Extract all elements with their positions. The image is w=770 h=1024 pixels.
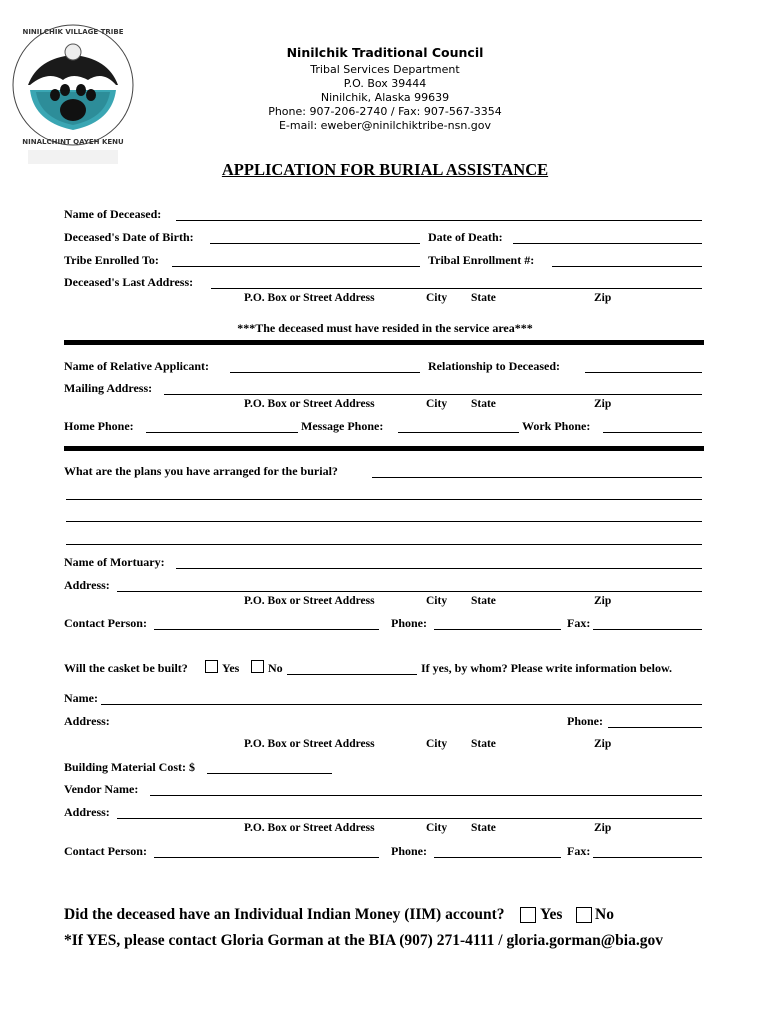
last-address-field[interactable] xyxy=(211,288,702,289)
casket-question: Will the casket be built? xyxy=(64,661,188,675)
page-title: APPLICATION FOR BURIAL ASSISTANCE xyxy=(221,160,549,179)
home-phone-field[interactable] xyxy=(146,432,298,433)
department: Tribal Services Department xyxy=(310,63,460,76)
mortuary-address-label: Address: xyxy=(64,578,110,592)
mortuary-contact-field[interactable] xyxy=(154,629,379,630)
mortuary-name-label: Name of Mortuary: xyxy=(64,555,165,569)
casket-no-label: No xyxy=(268,661,283,675)
dob-label: Deceased's Date of Birth: xyxy=(64,230,194,244)
po-box: P.O. Box 39444 xyxy=(343,77,427,90)
mortuary-name-field[interactable] xyxy=(176,568,702,569)
email: E-mail: eweber@ninilchiktribe-nsn.gov xyxy=(278,119,492,132)
mailing-address-field[interactable] xyxy=(164,394,702,395)
burial-plans-label: What are the plans you have arranged for the burial? xyxy=(64,464,338,478)
vendor-address-label: Address: xyxy=(64,805,110,819)
material-cost-label: Building Material Cost: $ xyxy=(64,760,195,774)
vendor-fax-field[interactable] xyxy=(593,857,702,858)
sub-street: P.O. Box or Street Address xyxy=(244,595,375,607)
builder-phone-label: Phone: xyxy=(567,714,603,728)
iim-no-checkbox[interactable] xyxy=(576,907,592,923)
sub-state: State xyxy=(471,822,496,834)
burial-plans-field[interactable] xyxy=(372,477,702,478)
sub-city: City xyxy=(426,738,448,750)
vendor-name-field[interactable] xyxy=(150,795,702,796)
section-divider xyxy=(64,446,704,451)
phone-fax: Phone: 907-206-2740 / Fax: 907-567-3354 xyxy=(268,105,502,118)
vendor-contact-field[interactable] xyxy=(154,857,379,858)
sub-zip: Zip xyxy=(594,738,612,750)
org-name: Ninilchik Traditional Council xyxy=(286,45,484,60)
sub-city: City xyxy=(426,595,448,607)
tribe-label: Tribe Enrolled To: xyxy=(64,253,159,267)
deceased-name-field[interactable] xyxy=(176,220,702,221)
casket-yes-label: Yes xyxy=(222,661,240,675)
iim-yes-label: Yes xyxy=(540,906,563,923)
iim-no-label: No xyxy=(595,906,614,923)
mortuary-contact-label: Contact Person: xyxy=(64,616,147,630)
mortuary-phone-label: Phone: xyxy=(391,616,427,630)
sub-state: State xyxy=(471,738,496,750)
casket-if-yes-note: If yes, by whom? Please write information below. xyxy=(421,661,672,675)
mortuary-phone-field[interactable] xyxy=(434,629,561,630)
vendor-phone-label: Phone: xyxy=(391,844,427,858)
sub-city: City xyxy=(426,292,448,304)
section-divider xyxy=(64,340,704,345)
mailing-address-label: Mailing Address: xyxy=(64,381,153,395)
relative-name-label: Name of Relative Applicant: xyxy=(64,359,209,373)
sub-state: State xyxy=(471,595,496,607)
enrollment-label: Tribal Enrollment #: xyxy=(428,253,535,267)
vendor-fax-label: Fax: xyxy=(567,844,591,858)
vendor-phone-field[interactable] xyxy=(434,857,561,858)
dob-field[interactable] xyxy=(210,243,420,244)
tribe-field[interactable] xyxy=(172,266,420,267)
sub-zip: Zip xyxy=(594,595,612,607)
material-cost-field[interactable] xyxy=(207,773,332,774)
mortuary-address-field[interactable] xyxy=(117,591,702,592)
builder-address-label: Address: xyxy=(64,714,110,728)
builder-phone-field[interactable] xyxy=(608,727,702,728)
sub-zip: Zip xyxy=(594,398,612,410)
service-area-note: ***The deceased must have resided in the service area*** xyxy=(237,321,533,335)
sub-state: State xyxy=(471,292,496,304)
burial-plans-line[interactable] xyxy=(66,544,702,545)
sub-street: P.O. Box or Street Address xyxy=(244,738,375,750)
sub-zip: Zip xyxy=(594,822,612,834)
tribe-logo xyxy=(8,10,138,170)
message-phone-label: Message Phone: xyxy=(301,419,384,433)
dod-label: Date of Death: xyxy=(428,230,503,244)
vendor-contact-label: Contact Person: xyxy=(64,844,147,858)
mortuary-fax-label: Fax: xyxy=(567,616,591,630)
dod-field[interactable] xyxy=(513,243,702,244)
sub-state: State xyxy=(471,398,496,410)
vendor-address-field[interactable] xyxy=(117,818,702,819)
relationship-label: Relationship to Deceased: xyxy=(428,359,560,373)
casket-no-checkbox[interactable] xyxy=(251,660,264,673)
sub-zip: Zip xyxy=(594,292,612,304)
builder-name-label: Name: xyxy=(64,691,98,705)
casket-yes-checkbox[interactable] xyxy=(205,660,218,673)
builder-name-field[interactable] xyxy=(101,704,702,705)
work-phone-field[interactable] xyxy=(603,432,702,433)
message-phone-field[interactable] xyxy=(398,432,519,433)
sub-street: P.O. Box or Street Address xyxy=(244,292,375,304)
burial-plans-line[interactable] xyxy=(66,499,702,500)
enrollment-field[interactable] xyxy=(552,266,702,267)
home-phone-label: Home Phone: xyxy=(64,419,134,433)
relationship-field[interactable] xyxy=(585,372,702,373)
casket-builder-field[interactable] xyxy=(287,674,417,675)
last-address-label: Deceased's Last Address: xyxy=(64,275,194,289)
deceased-name-label: Name of Deceased: xyxy=(64,207,162,221)
iim-yes-checkbox[interactable] xyxy=(520,907,536,923)
sub-street: P.O. Box or Street Address xyxy=(244,822,375,834)
vendor-name-label: Vendor Name: xyxy=(64,782,139,796)
burial-plans-line[interactable] xyxy=(66,521,702,522)
mortuary-fax-field[interactable] xyxy=(593,629,702,630)
city-state: Ninilchik, Alaska 99639 xyxy=(320,91,450,104)
iim-question: Did the deceased have an Individual Indian Money (IIM) account? xyxy=(64,906,505,923)
logo-text-bottom: NINALCHINT QAYEH KENU xyxy=(22,138,124,146)
sub-city: City xyxy=(426,398,448,410)
sub-street: P.O. Box or Street Address xyxy=(244,398,375,410)
sub-city: City xyxy=(426,822,448,834)
relative-name-field[interactable] xyxy=(230,372,420,373)
iim-contact-note: *If YES, please contact Gloria Gorman at the BIA (907) 271-4111 / gloria.gorman@bia.gov xyxy=(64,932,663,949)
work-phone-label: Work Phone: xyxy=(522,419,591,433)
logo-text-top: NINILCHIK VILLAGE TRIBE xyxy=(22,28,124,36)
